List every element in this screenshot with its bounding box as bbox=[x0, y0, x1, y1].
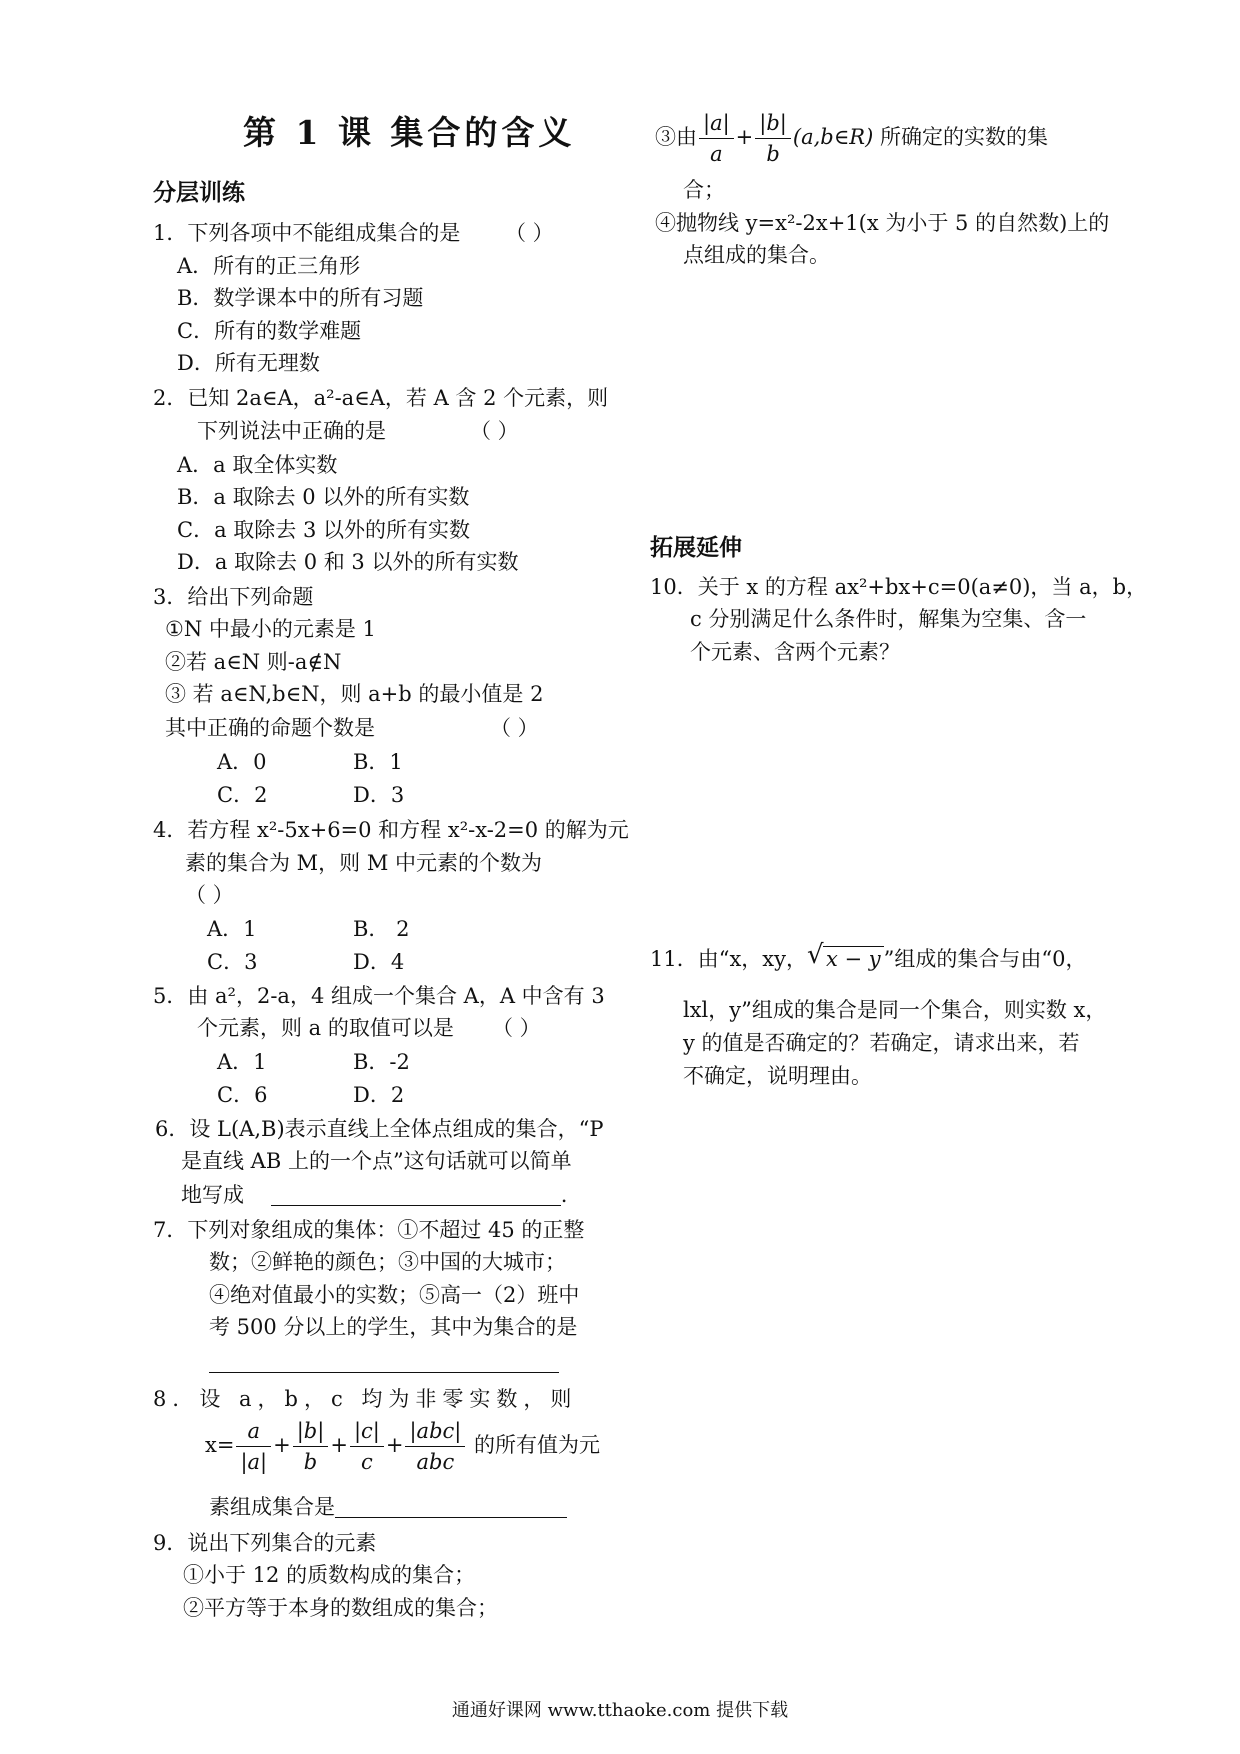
question-9-item-1: ①小于 12 的质数构成的集合； bbox=[183, 1563, 476, 1587]
question-5-answer-paren: （ ） bbox=[492, 1016, 541, 1040]
question-2-option-b: B．a 取除去 0 以外的所有实数 bbox=[177, 485, 470, 509]
page-title: 第 1 课 集合的含义 bbox=[243, 113, 576, 152]
question-3-proposition-3: ③ 若 a∈N,b∈N，则 a+b 的最小值是 2 bbox=[165, 682, 544, 706]
question-5-option-b: B．-2 bbox=[353, 1050, 410, 1074]
page-footer: 通通好课网 www.tthaoke.com 提供下载 bbox=[451, 1700, 789, 1721]
plus-sign: + bbox=[735, 125, 754, 149]
fraction-numerator: |c| bbox=[350, 1416, 384, 1447]
question-11-line4: 不确定，说明理由。 bbox=[683, 1064, 872, 1088]
question-8-formula-suffix: 的所有值为元 bbox=[474, 1433, 601, 1457]
question-1-option-c: C．所有的数学难题 bbox=[177, 319, 362, 343]
fraction-denominator: b bbox=[766, 142, 780, 166]
question-4-stem-line1: 4．若方程 x²-5x+6=0 和方程 x²-x-2=0 的解为元 bbox=[153, 818, 629, 842]
question-7-line1: 7．下列对象组成的集体：①不超过 45 的正整 bbox=[153, 1218, 585, 1242]
section-heading-extension: 拓展延伸 bbox=[650, 534, 742, 561]
question-8-answer-blank bbox=[335, 1495, 567, 1518]
question-9-item-4-line2: 点组成的集合。 bbox=[683, 243, 830, 267]
fraction-abs-abc-over-abc bbox=[405, 1416, 465, 1477]
question-10-line1: 10．关于 x 的方程 ax²+bx+c=0(a≠0)，当 a，b， bbox=[650, 575, 1148, 599]
question-6-answer-blank bbox=[271, 1183, 561, 1206]
question-9-item-3 bbox=[655, 108, 1048, 169]
question-4-answer-paren: （ ） bbox=[185, 883, 234, 907]
question-8-line3-text: 素组成集合是 bbox=[209, 1495, 335, 1519]
question-11-suffix: ”组成的集合与由“0， bbox=[883, 947, 1087, 971]
question-3-proposition-1: ①N 中最小的元素是 1 bbox=[165, 617, 376, 641]
question-4-option-b: B． 2 bbox=[353, 917, 410, 941]
fraction-numerator: |a| bbox=[699, 108, 734, 139]
plus-sign: + bbox=[330, 1433, 348, 1457]
question-9-item-3-prefix: ③由 bbox=[655, 125, 697, 149]
fraction-abs-c-over-c bbox=[350, 1416, 384, 1477]
question-9-item-2: ②平方等于本身的数组成的集合； bbox=[183, 1596, 498, 1620]
question-8-formula bbox=[205, 1416, 600, 1477]
question-3-answer-paren: （ ） bbox=[490, 716, 539, 740]
question-1-stem: 1．下列各项中不能组成集合的是 bbox=[153, 221, 461, 245]
question-1-answer-paren: （ ） bbox=[505, 221, 554, 245]
question-3-option-c: C．2 bbox=[217, 783, 268, 807]
question-4-option-d: D．4 bbox=[353, 950, 405, 974]
fraction-numerator: a bbox=[236, 1416, 271, 1447]
question-9-stem: 9．说出下列集合的元素 bbox=[153, 1531, 377, 1555]
question-2-option-a: A．a 取全体实数 bbox=[177, 453, 338, 477]
question-2-answer-paren: （ ） bbox=[470, 419, 519, 443]
fraction-abs-b-over-b bbox=[293, 1416, 329, 1477]
fraction-denominator: abc bbox=[416, 1450, 455, 1474]
fraction-denominator: c bbox=[361, 1450, 373, 1474]
question-4-option-c: C．3 bbox=[207, 950, 258, 974]
question-11-line1 bbox=[650, 940, 1087, 974]
question-6-line3 bbox=[181, 1180, 567, 1210]
formula-x-equals: x= bbox=[205, 1433, 235, 1457]
question-8-line3 bbox=[209, 1492, 567, 1522]
fraction-abs-a-over-a bbox=[699, 108, 734, 169]
question-7-line2: 数；②鲜艳的颜色；③中国的大城市； bbox=[209, 1250, 566, 1274]
fraction-numerator: |abc| bbox=[405, 1416, 465, 1447]
question-5-option-a: A．1 bbox=[217, 1050, 267, 1074]
question-7-answer-blank bbox=[209, 1350, 559, 1373]
question-9-item-3-suffix: 所确定的实数的集 bbox=[879, 125, 1048, 149]
question-9-item-3-condition: (a,b∈R) bbox=[792, 125, 874, 149]
question-11-line2: lxl，y”组成的集合是同一个集合，则实数 x， bbox=[683, 998, 1107, 1022]
question-7-line3: ④绝对值最小的实数；⑤高一（2）班中 bbox=[209, 1283, 580, 1307]
question-8-line1: 8．设 a，b，c 均为非零实数，则 bbox=[153, 1387, 578, 1411]
question-10-line3: 个元素、含两个元素？ bbox=[690, 640, 900, 664]
question-6-period: . bbox=[560, 1183, 568, 1207]
question-5-option-d: D．2 bbox=[353, 1083, 405, 1107]
question-1-option-d: D．所有无理数 bbox=[177, 351, 320, 375]
question-2-option-c: C．a 取除去 3 以外的所有实数 bbox=[177, 518, 470, 542]
question-3-option-a: A．0 bbox=[217, 750, 267, 774]
question-2-option-d: D．a 取除去 0 和 3 以外的所有实数 bbox=[177, 550, 519, 574]
radical-sign: √ bbox=[807, 940, 824, 970]
square-root bbox=[807, 940, 884, 974]
question-6-line2: 是直线 AB 上的一个点”这句话就可以简单 bbox=[181, 1149, 572, 1173]
question-6-line3-text: 地写成 bbox=[181, 1183, 244, 1207]
question-1-option-a: A．所有的正三角形 bbox=[177, 254, 361, 278]
question-3-option-b: B．1 bbox=[353, 750, 403, 774]
fraction-numerator: |b| bbox=[755, 108, 791, 139]
fraction-denominator: |a| bbox=[240, 1450, 268, 1474]
fraction-abs-b-over-b bbox=[755, 108, 791, 169]
question-9-item-3-line2: 合； bbox=[683, 178, 725, 202]
question-1-option-b: B．数学课本中的所有习题 bbox=[177, 286, 424, 310]
question-3-ask: 其中正确的命题个数是 bbox=[165, 716, 375, 740]
question-5-stem-line2: 个元素，则 a 的取值可以是 bbox=[197, 1016, 454, 1040]
fraction-a-over-abs-a bbox=[236, 1416, 271, 1477]
question-3-stem: 3．给出下列命题 bbox=[153, 585, 314, 609]
question-3-proposition-2: ②若 a∈N 则-a∉N bbox=[165, 650, 342, 674]
question-4-stem-line2: 素的集合为 M，则 M 中元素的个数为 bbox=[185, 851, 543, 875]
plus-sign: + bbox=[385, 1433, 404, 1457]
question-7-line4: 考 500 分以上的学生，其中为集合的是 bbox=[209, 1315, 578, 1339]
fraction-numerator: |b| bbox=[293, 1416, 329, 1447]
question-5-option-c: C．6 bbox=[217, 1083, 268, 1107]
fraction-denominator: a bbox=[710, 142, 723, 166]
question-11-line3: y 的值是否确定的？若确定，请求出来，若 bbox=[683, 1031, 1080, 1055]
radicand: x − y bbox=[823, 946, 884, 971]
question-5-stem-line1: 5．由 a²，2-a，4 组成一个集合 A，A 中含有 3 bbox=[153, 984, 605, 1008]
question-11-prefix: 11．由“x，xy， bbox=[650, 947, 808, 971]
question-9-item-4-line1: ④抛物线 y=x²-2x+1(x 为小于 5 的自然数)上的 bbox=[655, 211, 1110, 235]
plus-sign: + bbox=[273, 1433, 291, 1457]
question-2-stem-line2: 下列说法中正确的是 bbox=[197, 419, 386, 443]
question-6-line1: 6．设 L(A,B)表示直线上全体点组成的集合，“P bbox=[155, 1117, 604, 1141]
question-4-option-a: A．1 bbox=[207, 917, 257, 941]
fraction-denominator: b bbox=[303, 1450, 318, 1474]
section-heading-practice: 分层训练 bbox=[153, 179, 245, 206]
question-2-stem-line1: 2．已知 2a∈A，a²-a∈A，若 A 含 2 个元素，则 bbox=[153, 386, 609, 410]
question-3-option-d: D．3 bbox=[353, 783, 405, 807]
question-10-line2: c 分别满足什么条件时，解集为空集、含一 bbox=[690, 607, 1087, 631]
